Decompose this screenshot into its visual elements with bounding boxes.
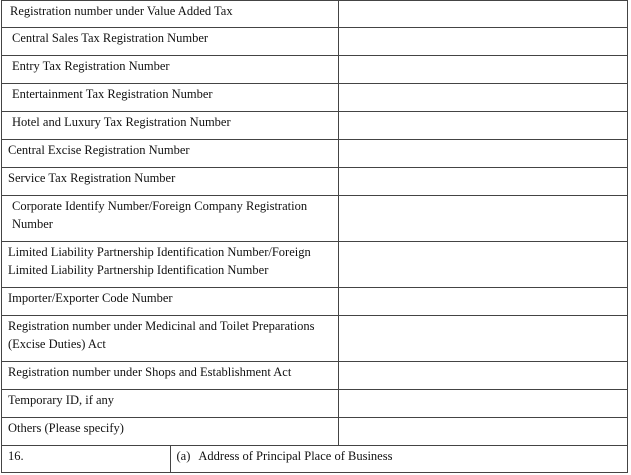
table-row xyxy=(2,362,628,390)
value-field-entry-tax[interactable] xyxy=(339,56,628,84)
row-label: Entertainment Tax Registration Number xyxy=(12,87,213,101)
row-label: Limited Liability Partnership Identification Number/Foreign Limited Liability Partnership Identification Number xyxy=(8,245,311,277)
row-label: Service Tax Registration Number xyxy=(8,171,176,185)
row-label-cell xyxy=(2,56,339,84)
table-row xyxy=(2,84,628,112)
row-label: Hotel and Luxury Tax Registration Number xyxy=(12,115,231,129)
value-field-central-excise[interactable] xyxy=(339,140,628,168)
row-label-cell xyxy=(2,288,339,316)
row-label: Temporary ID, if any xyxy=(8,393,115,407)
section-title: Address of Principal Place of Business xyxy=(198,449,393,463)
row-label-cell xyxy=(2,242,339,288)
value-field-shops-establishment[interactable] xyxy=(339,362,628,390)
row-label-cell xyxy=(2,316,339,362)
value-field-luxury-tax[interactable] xyxy=(339,112,628,140)
value-field-entertainment-tax[interactable] xyxy=(339,84,628,112)
value-field-llpin[interactable] xyxy=(339,242,628,288)
table-row xyxy=(2,316,628,362)
row-label-cell xyxy=(2,28,339,56)
row-label: Registration number under Shops and Establishment Act xyxy=(8,365,292,379)
row-label-cell xyxy=(2,418,339,446)
row-label: Central Sales Tax Registration Number xyxy=(12,31,209,45)
table-row xyxy=(2,112,628,140)
value-field-vat[interactable] xyxy=(339,1,628,28)
row-label-cell xyxy=(2,362,339,390)
row-label: Corporate Identify Number/Foreign Company Registration Number xyxy=(12,199,308,231)
row-label-cell xyxy=(2,112,339,140)
table-row xyxy=(2,56,628,84)
row-label: Others (Please specify) xyxy=(8,421,124,435)
sub-index: (a) xyxy=(176,449,191,463)
value-field-iec[interactable] xyxy=(339,288,628,316)
row-label-cell xyxy=(2,1,339,28)
table-row xyxy=(2,418,628,446)
section-16-row xyxy=(2,446,628,473)
table-row xyxy=(2,140,628,168)
table-row xyxy=(2,28,628,56)
row-label: Entry Tax Registration Number xyxy=(12,59,170,73)
row-label-cell xyxy=(2,84,339,112)
table-row xyxy=(2,242,628,288)
table-row xyxy=(2,390,628,418)
row-label: Importer/Exporter Code Number xyxy=(8,291,173,305)
table-row xyxy=(2,288,628,316)
table-row xyxy=(2,1,628,28)
row-label: Registration number under Medicinal and Toilet Preparations (Excise Duties) Act xyxy=(8,319,315,351)
section-16-title-cell xyxy=(170,446,628,473)
row-label: Registration number under Value Added Tax xyxy=(10,4,233,18)
value-field-temporary-id[interactable] xyxy=(339,390,628,418)
row-label-cell xyxy=(2,390,339,418)
value-field-medicinal-toilet[interactable] xyxy=(339,316,628,362)
section-number: 16. xyxy=(2,446,171,473)
value-field-cin[interactable] xyxy=(339,196,628,242)
value-field-others[interactable] xyxy=(339,418,628,446)
row-label: Central Excise Registration Number xyxy=(8,143,190,157)
table-row xyxy=(2,196,628,242)
value-field-service-tax[interactable] xyxy=(339,168,628,196)
row-label-cell xyxy=(2,196,339,242)
registration-details-table xyxy=(1,0,628,473)
row-label-cell xyxy=(2,168,339,196)
table-row xyxy=(2,168,628,196)
value-field-cst[interactable] xyxy=(339,28,628,56)
row-label-cell xyxy=(2,140,339,168)
